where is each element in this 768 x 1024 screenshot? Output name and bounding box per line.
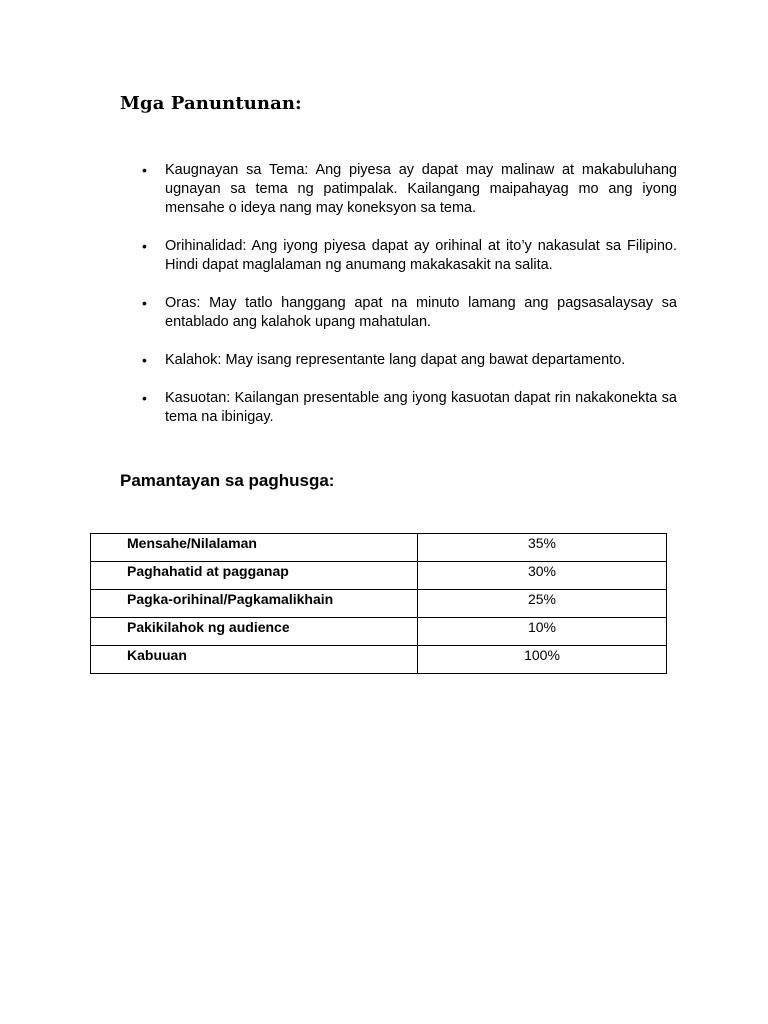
rules-list [120,161,677,446]
criteria-heading: Pamantayan sa paghusga: [120,471,335,490]
criterion-percent: 10% [418,618,667,646]
criterion-percent: 100% [418,646,667,674]
table-row [91,534,667,562]
criteria-table [90,533,667,674]
list-item [120,294,677,332]
list-item [120,237,677,275]
list-item [120,161,677,218]
list-item [120,389,677,427]
table-row [91,646,667,674]
criterion-percent: 30% [418,562,667,590]
bullet-icon: • [142,162,147,178]
bullet-icon: • [142,295,147,311]
criterion-name: Kabuuan [91,646,418,674]
criterion-percent: 25% [418,590,667,618]
rule-text: Oras: May tatlo hanggang apat na minuto lamang ang pagsasalaysay sa entablado ang kalahok upang mahatulan. [165,295,677,330]
rule-text: Kasuotan: Kailangan presentable ang iyong kasuotan dapat rin nakakonekta sa tema na ibinigay. [165,390,677,425]
criterion-name: Pakikilahok ng audience [91,618,418,646]
rule-text: Kalahok: May isang representante lang dapat ang bawat departamento. [165,352,626,368]
bullet-icon: • [142,352,147,368]
bullet-icon: • [142,238,147,254]
table-row [91,618,667,646]
criterion-name: Paghahatid at pagganap [91,562,418,590]
page-title: Mga Panuntunan: [120,93,302,114]
criterion-name: Pagka-orihinal/Pagkamalikhain [91,590,418,618]
list-item [120,351,677,370]
rule-text: Orihinalidad: Ang iyong piyesa dapat ay orihinal at ito’y nakasulat sa Filipino. Hindi dapat maglalaman ng anumang makakasakit na salita. [165,238,677,273]
table-row [91,590,667,618]
table-row [91,562,667,590]
rule-text: Kaugnayan sa Tema: Ang piyesa ay dapat may malinaw at makabuluhang ugnayan sa tema ng patimpalak. Kailangang maipahayag mo ang iyong mensahe o ideya nang may koneksyon sa tema. [165,162,677,216]
criterion-percent: 35% [418,534,667,562]
bullet-icon: • [142,390,147,406]
criterion-name: Mensahe/Nilalaman [91,534,418,562]
